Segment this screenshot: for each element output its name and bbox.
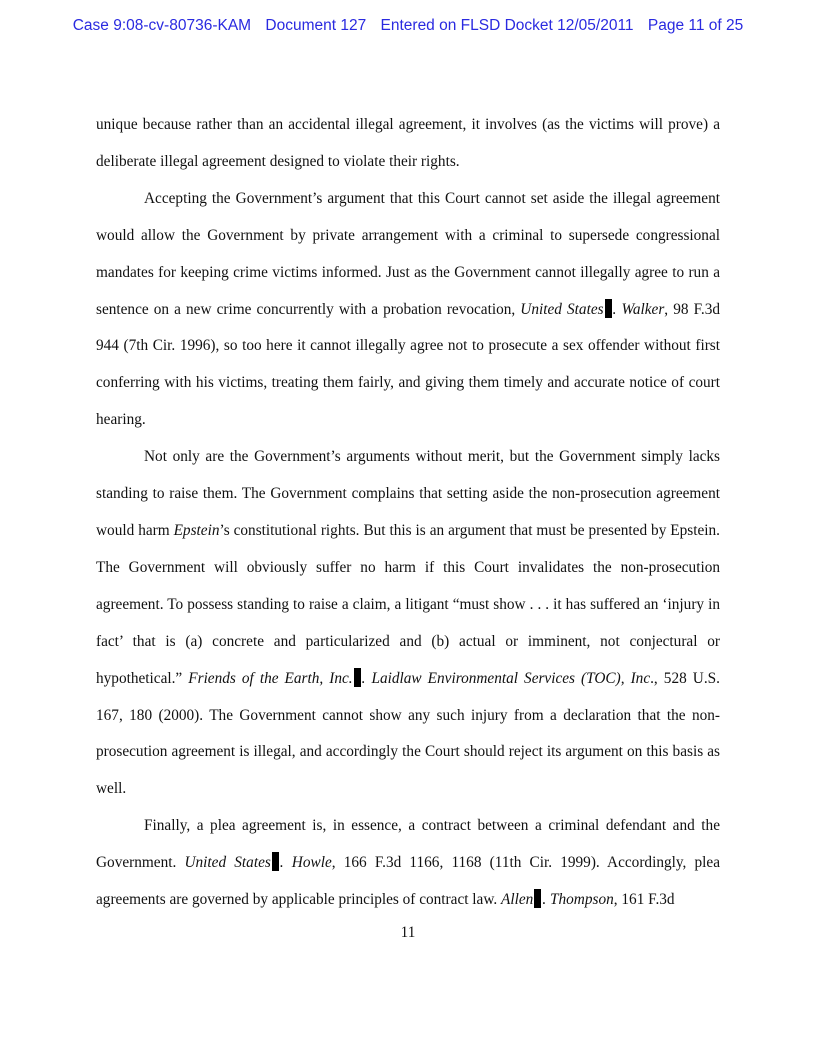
document-body <box>96 107 720 919</box>
text-run: , 161 F.3d <box>613 891 675 909</box>
case-citation-text: . Walker <box>612 300 665 318</box>
paragraph <box>96 808 720 919</box>
case-number: Case 9:08-cv-80736-KAM <box>72 17 252 34</box>
page-indicator: Page 11 of 25 <box>647 17 744 34</box>
text-run: , 166 F.3d 1166, 1168 (11th Cir. 1999). Accordingly, plea agreements are governed by applicable principles of contract law. <box>96 854 720 909</box>
case-citation-text: Allen <box>501 891 534 909</box>
redaction-mark <box>534 889 541 908</box>
docket-entry: Entered on FLSD Docket 12/05/2011 <box>380 17 634 34</box>
text-run: ’s constitutional rights. But this is an argument that must be presented by Epstein. The Government will obviously suffer no harm if this Court invalidates the non-prosecution agreement. To possess standing to raise a claim, a litigant “must show . . . it has suffered an ‘injury in fact’ that is (a) concrete and particularized and (b) actual or imminent, not conjectural or hypothetical.” <box>96 521 721 687</box>
text-run: ., 528 U.S. 167, 180 (2000). The Government cannot show any such injury from a declaration that the non-prosecution agreement is illegal, and accordingly the Court should reject its argument on this basis as well. <box>96 669 720 798</box>
case-citation-text: . Thompson <box>542 891 614 909</box>
page-number: 11 <box>400 924 416 941</box>
redaction-mark <box>605 299 612 318</box>
redaction-mark <box>354 668 361 687</box>
document-number: Document 127 <box>265 17 367 34</box>
paragraph <box>96 181 720 439</box>
paragraph <box>96 107 720 181</box>
case-citation-text: . Laidlaw Environmental Services (TOC), Inc <box>361 669 651 687</box>
paragraph <box>96 439 720 808</box>
docket-header <box>0 17 816 35</box>
redaction-mark <box>272 852 279 871</box>
text-run: Not only are the Government’s arguments without merit, but the Government simply lacks standing to raise them. The Government complains that setting aside the non-prosecution agreement would harm <box>96 448 720 539</box>
case-citation-text: United States <box>184 854 271 872</box>
text-run: , 98 F.3d 944 (7th Cir. 1996), so too here it cannot illegally agree not to prosecute a sex offender without first conferring with his victims, treating them fairly, and giving them timely and accurate notice of court hearing. <box>96 300 720 429</box>
case-citation-text: Epstein <box>173 521 220 539</box>
text-run: unique because rather than an accidental illegal agreement, it involves (as the victims will prove) a deliberate illegal agreement designed to violate their rights. <box>96 116 720 170</box>
case-citation-text: United States <box>520 300 604 318</box>
text-run: Accepting the Government’s argument that this Court cannot set aside the illegal agreement would allow the Government by private arrangement with a criminal to supersede congressional mandates for keeping crime victims informed. Just as the Government cannot illegally agree to run a sentence on a new crime concurrently with a probation revocation, <box>96 189 720 318</box>
text-run: Finally, a plea agreement is, in essence, a contract between a criminal defendant and the Government. <box>96 817 720 872</box>
case-citation-text: Friends of the Earth, Inc. <box>188 669 353 687</box>
case-citation-text: . Howle <box>279 854 332 872</box>
